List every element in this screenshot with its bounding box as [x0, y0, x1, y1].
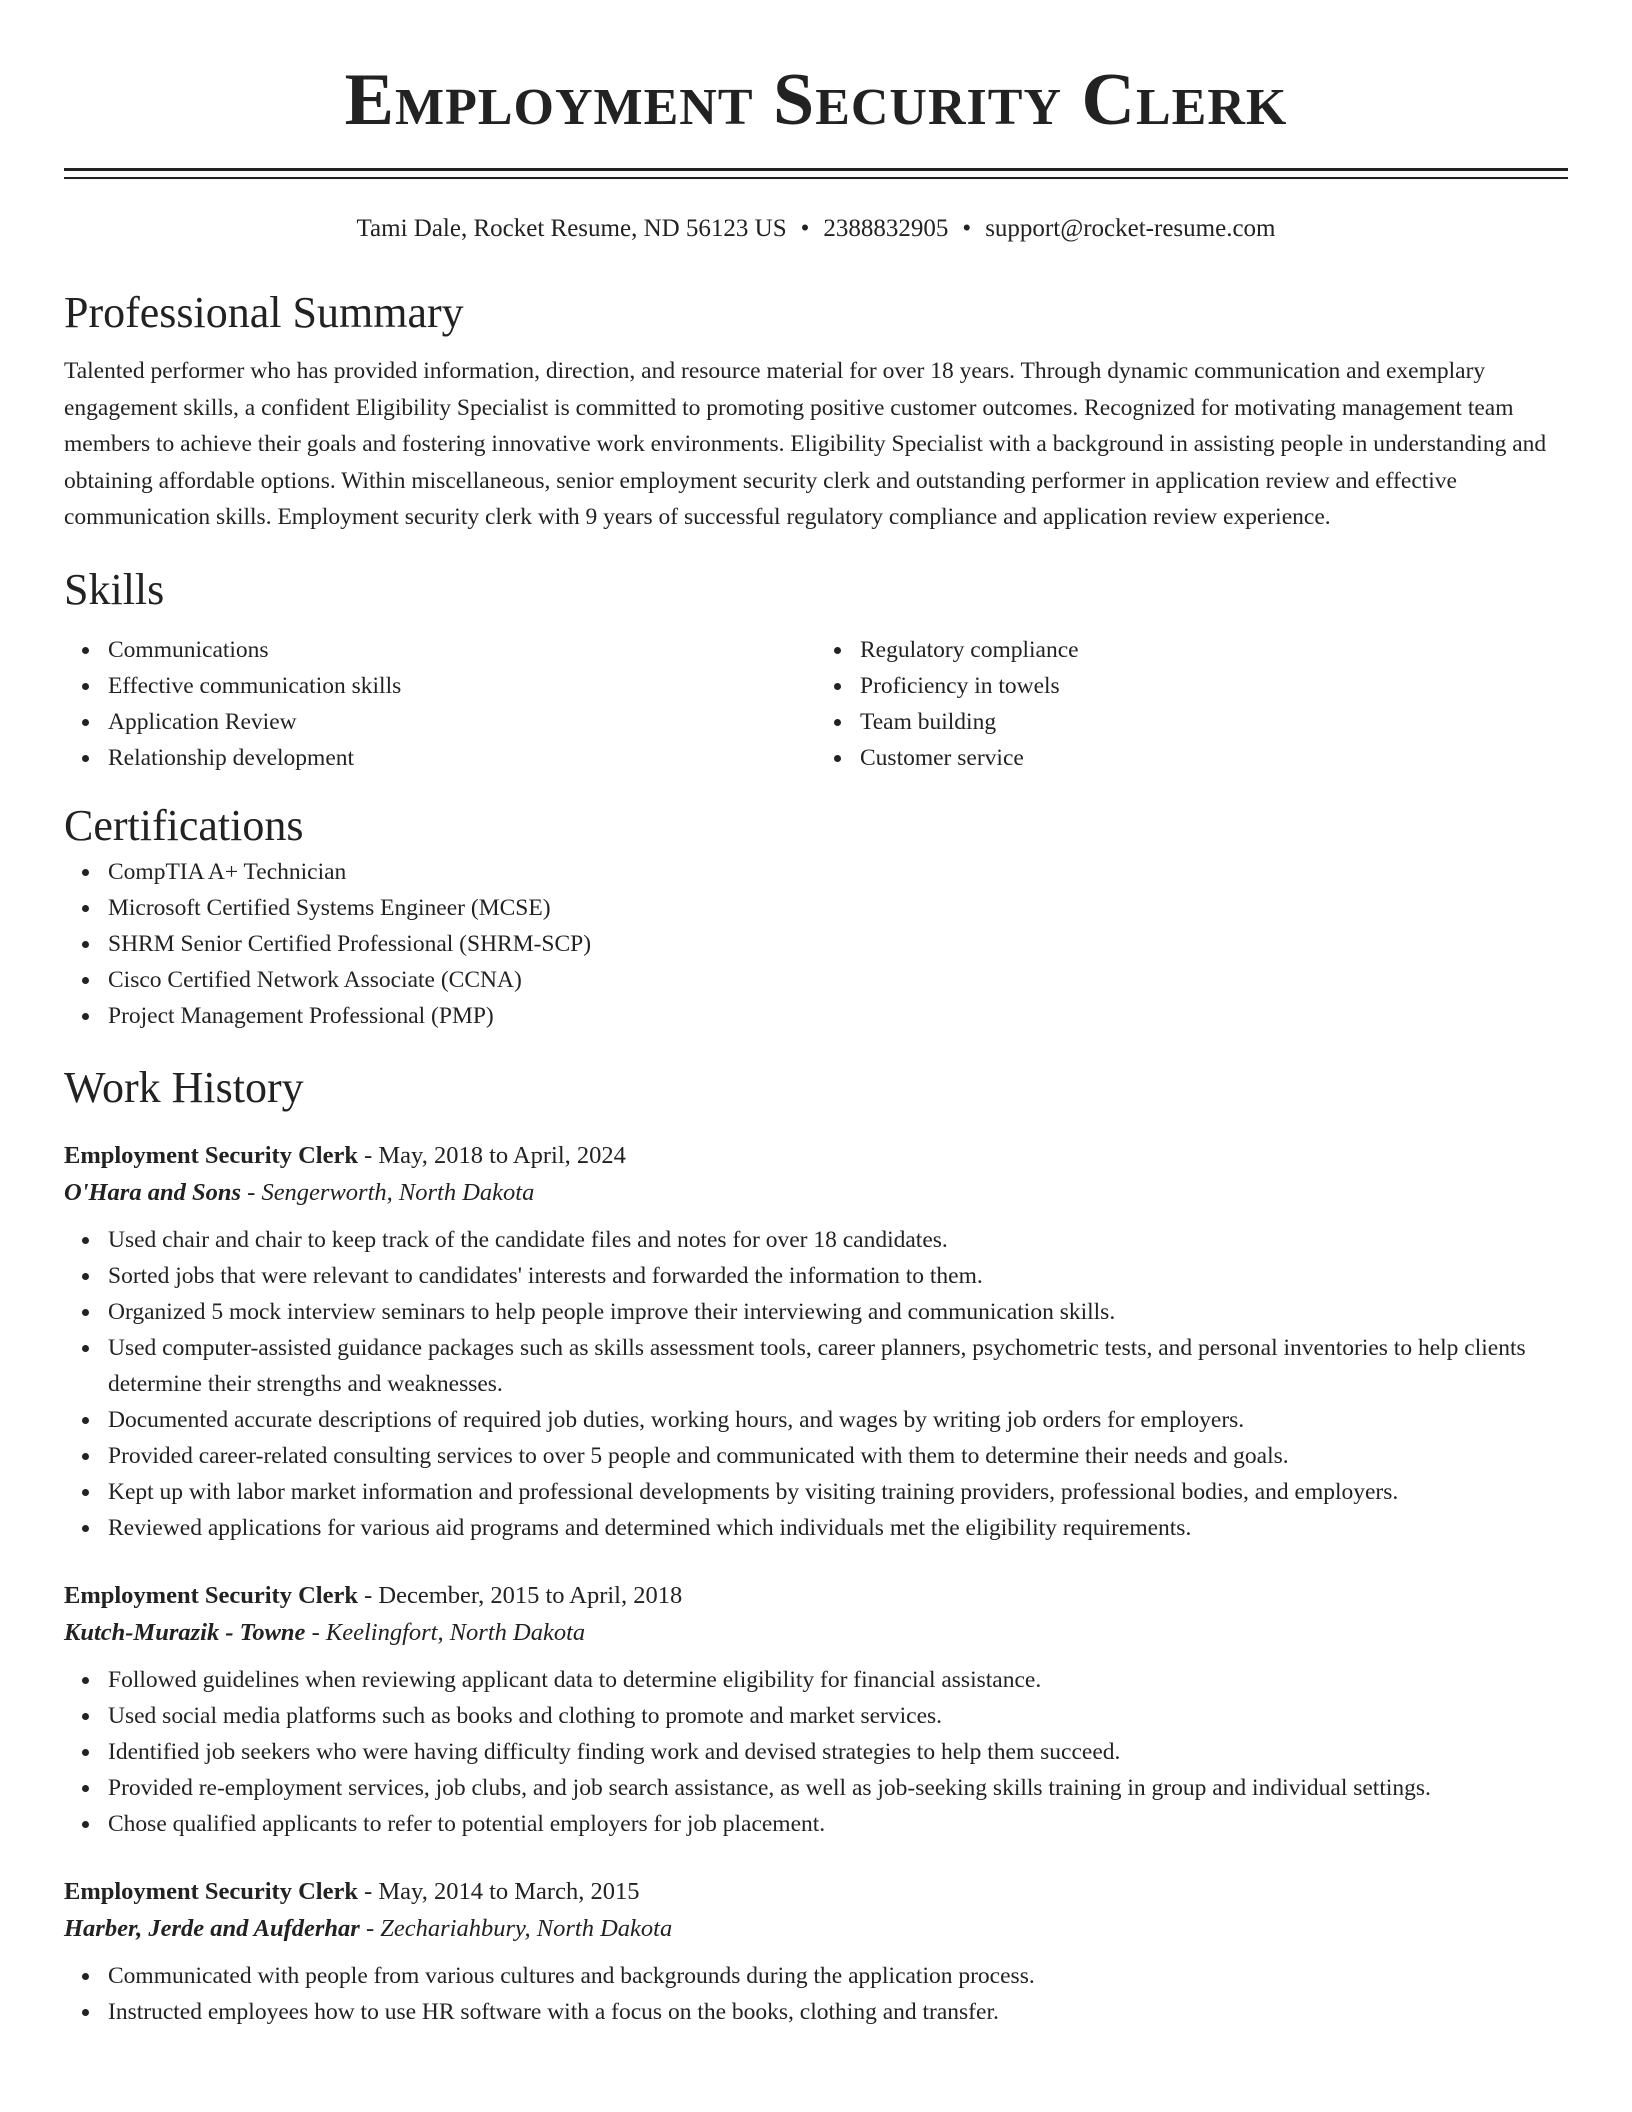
job-company: Harber, Jerde and Aufderhar — [64, 1914, 360, 1942]
job-company-line: Kutch-Murazik - Towne - Keelingfort, North Dakota — [64, 1618, 586, 1646]
certifications-list — [64, 854, 1568, 1034]
job-company: Kutch-Murazik - Towne — [64, 1618, 306, 1646]
skill-item: Communications — [108, 632, 816, 668]
job-duty: Provided re-employment services, job clubs, and job search assistance, as well as job-seeking skills training in group and individual settings. — [108, 1770, 1568, 1806]
certification-item: Microsoft Certified Systems Engineer (MCSE) — [108, 890, 1568, 926]
job-entry — [64, 1138, 1568, 1546]
job-duty: Instructed employees how to use HR software with a focus on the books, clothing and transfer. — [108, 1994, 1568, 2030]
work-history-heading: Work History — [64, 1062, 304, 1112]
job-duty: Sorted jobs that were relevant to candidates' interests and forwarded the information to them. — [108, 1258, 1568, 1294]
skills-list-right — [816, 632, 1568, 776]
job-title-line: Employment Security Clerk - December, 2015 to April, 2018 — [64, 1581, 683, 1609]
job-duty: Documented accurate descriptions of required job duties, working hours, and wages by writing job orders for employers. — [108, 1402, 1568, 1438]
contact-address: Tami Dale, Rocket Resume, ND 56123 US — [356, 215, 787, 242]
job-duty: Chose qualified applicants to refer to potential employers for job placement. — [108, 1806, 1568, 1842]
job-title-line: Employment Security Clerk - May, 2018 to April, 2024 — [64, 1141, 626, 1169]
job-title: Employment Security Clerk — [64, 1877, 358, 1905]
contact-email[interactable]: support@rocket-resume.com — [985, 215, 1276, 242]
job-duties-list — [64, 1958, 1568, 2030]
title-divider-thin — [64, 177, 1568, 179]
title-divider-thick — [64, 168, 1568, 171]
certification-item: CompTIA A+ Technician — [108, 854, 1568, 890]
job-title-line: Employment Security Clerk - May, 2014 to March, 2015 — [64, 1877, 640, 1905]
job-title: Employment Security Clerk — [64, 1141, 358, 1169]
skills-list-left — [64, 632, 816, 776]
skill-item: Team building — [860, 704, 1568, 740]
summary-heading: Professional Summary — [64, 288, 464, 337]
skill-item: Proficiency in towels — [860, 668, 1568, 704]
job-company-line: O'Hara and Sons - Sengerworth, North Dakota — [64, 1178, 535, 1206]
certification-item: SHRM Senior Certified Professional (SHRM-SCP) — [108, 926, 1568, 962]
job-duty: Followed guidelines when reviewing applicant data to determine eligibility for financial assistance. — [108, 1662, 1568, 1698]
job-company-line: Harber, Jerde and Aufderhar - Zechariahbury, North Dakota — [64, 1914, 673, 1942]
job-duty: Identified job seekers who were having difficulty finding work and devised strategies to help them succeed. — [108, 1734, 1568, 1770]
job-company: O'Hara and Sons — [64, 1178, 242, 1206]
certification-item: Cisco Certified Network Associate (CCNA) — [108, 962, 1568, 998]
job-duty: Used social media platforms such as books and clothing to promote and market services. — [108, 1698, 1568, 1734]
job-duty: Used chair and chair to keep track of the candidate files and notes for over 18 candidates. — [108, 1222, 1568, 1258]
skill-item: Customer service — [860, 740, 1568, 776]
skills-grid — [64, 632, 1568, 776]
job-duty: Organized 5 mock interview seminars to help people improve their interviewing and communication skills. — [108, 1294, 1568, 1330]
job-duty: Communicated with people from various cultures and backgrounds during the application process. — [108, 1958, 1568, 1994]
certifications-heading: Certifications — [64, 800, 304, 850]
job-duty: Used computer-assisted guidance packages such as skills assessment tools, career planners, psychometric tests, and personal inventories to help clients determine their strengths and weaknesses. — [108, 1330, 1568, 1402]
skill-item: Relationship development — [108, 740, 816, 776]
skill-item: Application Review — [108, 704, 816, 740]
certification-item: Project Management Professional (PMP) — [108, 998, 1568, 1034]
contact-separator: • — [962, 215, 972, 242]
job-duty: Reviewed applications for various aid programs and determined which individuals met the eligibility requirements. — [108, 1510, 1568, 1546]
skills-heading: Skills — [64, 564, 165, 614]
job-dates: May, 2014 to March, 2015 — [378, 1877, 640, 1905]
job-dates: December, 2015 to April, 2018 — [378, 1581, 683, 1609]
job-duties-list — [64, 1222, 1568, 1546]
job-duty: Kept up with labor market information and professional developments by visiting training providers, professional bodies, and employers. — [108, 1474, 1568, 1510]
job-title: Employment Security Clerk — [64, 1581, 358, 1609]
contact-phone: 2388832905 — [823, 215, 949, 242]
job-duty: Provided career-related consulting services to over 5 people and communicated with them to determine their needs and goals. — [108, 1438, 1568, 1474]
job-entry — [64, 1874, 1568, 2030]
job-duties-list — [64, 1662, 1568, 1842]
skill-item: Regulatory compliance — [860, 632, 1568, 668]
job-location: Sengerworth, North Dakota — [261, 1178, 535, 1206]
job-dates: May, 2018 to April, 2024 — [378, 1141, 626, 1169]
contact-line — [64, 213, 1568, 245]
job-location: Zechariahbury, North Dakota — [380, 1914, 673, 1942]
job-entry — [64, 1578, 1568, 1842]
contact-separator: • — [800, 215, 810, 242]
summary-text: Talented performer who has provided information, direction, and resource material for over 18 years. Through dynamic communication and exemplary engagement skills, a confident Eligibility Specialist is committed to promoting positive customer outcomes. Recognized for motivating management team members to achieve their goals and fostering innovative work environments. Eligibility Specialist with a background in assisting people in understanding and obtaining affordable options. Within miscellaneous, senior employment security clerk and outstanding performer in application review and effective communication skills. Employment security clerk with 9 years of successful regulatory compliance and application review experience. — [64, 358, 1547, 530]
skill-item: Effective communication skills — [108, 668, 816, 704]
job-location: Keelingfort, North Dakota — [325, 1618, 586, 1646]
resume-title: Employment Security Clerk — [344, 59, 1288, 141]
